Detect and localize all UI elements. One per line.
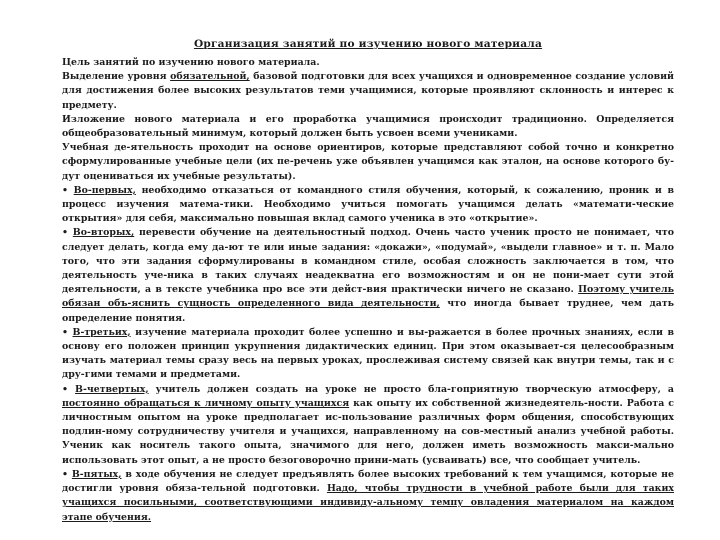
activity-text: Учебная де-ятельность проходит на основе ориентиров, которые представляют собой точно и конкретно сформулированные учебные цели (их пе-речень уже объявлен учащимся как эталон, на основе которого бу-дут оцениваться их учебные результаты).	[62, 142, 674, 182]
paragraph-fourth	[62, 383, 674, 468]
paragraph-fifth	[62, 468, 674, 525]
level-text-end: базовой подготовки для всех учащихся и одновременное создание условий для достижения более высоких результатов теми учащимися, которые проявляют склонность и интерес к предмету.	[62, 71, 674, 111]
paragraph-activity	[62, 141, 674, 184]
level-text-underlined: обязательной,	[170, 71, 250, 83]
paragraph-level	[62, 70, 674, 113]
fourth-text-end: как опыту их собственной жизнедеятель-ности. Работа с личностным опытом на уроке предполагает ис-пользование различных форм общения, способствующих подлин-ному сотрудничеству учителя и учащихся, направленному на сов-местный анализ учебной работы. Ученик как носитель такого опыта, значимого для него, должен иметь возможность макси-мально использовать этот опыт, а не просто безоговорочно прини-мать (усваивать) все, что сообщает учитель.	[62, 397, 675, 466]
bullet-marker: •	[62, 326, 73, 338]
third-heading: В-третьих,	[72, 326, 131, 338]
second-underlined-phrase: Поэтому учитель обязан объ-яснить сущность определенного вида деятельности,	[62, 284, 674, 310]
fifth-heading: В-пятых,	[71, 468, 122, 480]
goal-text: Цель занятий по изучению нового материала.	[62, 57, 320, 68]
bullet-marker: •	[62, 227, 73, 239]
second-text-end: что иногда бывает труднее, чем дать определение понятия.	[62, 298, 674, 324]
paragraph-goal	[62, 56, 674, 70]
fourth-heading: В-четвертых,	[75, 383, 149, 395]
page-title: Организация занятий по изучению нового материала	[193, 38, 543, 50]
fourth-text: учитель должен создать на уроке не просто бла-гоприятную творческую атмосферу, а	[148, 383, 674, 395]
fifth-text: в ходе обучения не следует предъявлять более высоких требований к тем учащимся, которые не достигли уровня обяза-тельной подготовки.	[62, 468, 674, 495]
first-text: необходимо отказаться от командного стиля обучения, который, к сожалению, проник и в процесс изучения матема-тики. Необходимо учиться помогать учащимся делать «математи-ческие открытия» для себя, максимально повышая вклад самого ученика в это «открытие».	[62, 184, 674, 225]
paragraph-third	[62, 326, 674, 383]
presentation-text: Изложение нового материала и его проработка учащимися происходит традиционно. Определяется общеобразовательный минимум, который должен быть усвоен всеми учениками.	[62, 113, 674, 140]
fifth-underlined-phrase: Надо, чтобы трудности в учебной работе были для таких учащихся посильными, соответствующими индивиду-альному темпу овладения материалом на каждом этапе обучения.	[62, 483, 674, 523]
paragraph-presentation	[62, 113, 674, 141]
third-text: изучение материала проходит более успешно и вы-ражается в более прочных знаниях, если в основу его положен принцип укрупнения дидактических единиц. При этом оказывает-ся целесообразным изучать материал темы сразу весь на первых уроках, прослеживая систему связей как внутри темы, так и с дру-гими темами и предметами.	[62, 326, 674, 381]
level-text-start: Выделение уровня	[62, 71, 171, 83]
bullet-marker: •	[62, 184, 74, 196]
second-text: перевести обучение на деятельностный подход. Очень часто ученик просто не понимает, что следует делать, когда ему да-ют те или иные задания: «докажи», «подумай», «выдели главное» и т. п. Мало того, что эти задания сформулированы в командном стиле, особая сложность заключается в том, что деятельность уче-ника в таких случаях неадекватна его возможностям и он не пони-мает сути этой деятельности, а в тексте учебника про все эти дейст-вия практически ничего не сказано.	[62, 227, 674, 296]
paragraph-first	[62, 184, 674, 227]
first-heading: Во-первых,	[73, 184, 136, 196]
bullet-marker: •	[62, 468, 72, 480]
second-heading: Во-вторых,	[72, 227, 135, 239]
bullet-marker: •	[62, 383, 76, 395]
paragraph-second	[62, 226, 674, 325]
fourth-underlined-phrase: постоянно обращаться к личному опыту учащихся	[62, 397, 350, 409]
document-body	[62, 56, 674, 525]
